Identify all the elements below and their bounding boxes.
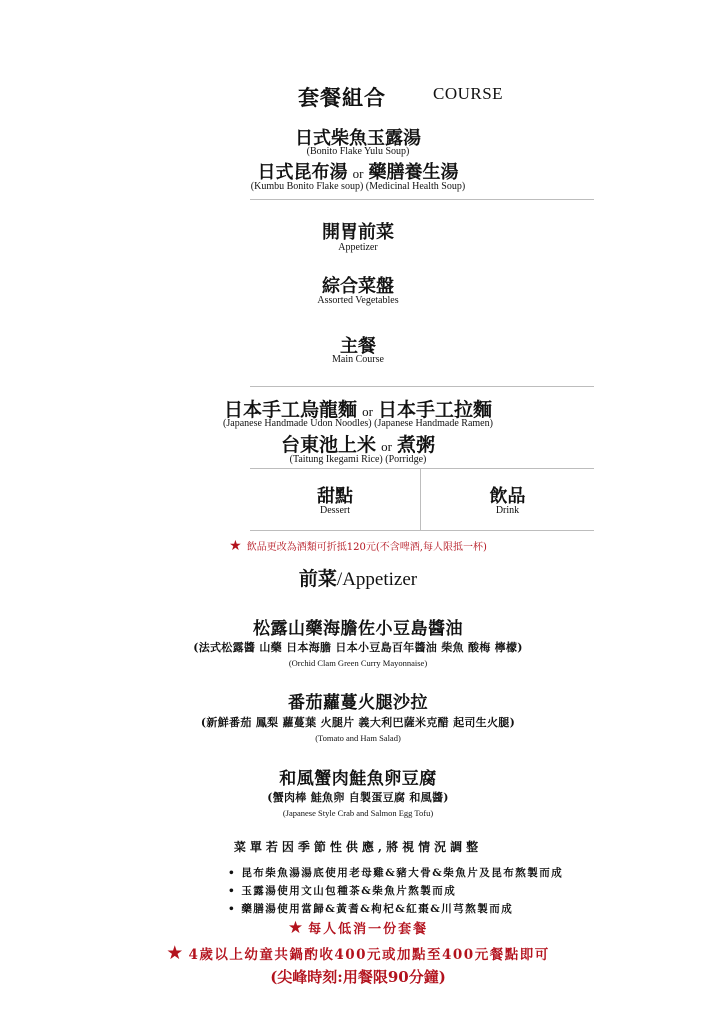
rice-choice-en: (Taitung Ikegami Rice) (Porridge) [289, 454, 427, 465]
children-policy: ★ 4歲以上幼童共鍋酌收400元或加點至400元餐點即可 [166, 942, 550, 964]
vegetables-en: Assorted Vegetables [317, 295, 399, 306]
noodles-choice-en: (Japanese Handmade Udon Noodles) (Japanese Handmade Ramen) [223, 418, 493, 429]
star-icon: ★ [166, 942, 184, 964]
appetizer-item: 和風蟹肉鮭魚卵豆腐 [279, 769, 437, 789]
drink-en: Drink [495, 505, 520, 516]
course-title-en: COURSE [433, 84, 504, 103]
appetizer-item: 番茄蘿蔓火腿沙拉 [288, 693, 428, 713]
soup-yulu: 日式柴魚玉露湯 [295, 128, 421, 149]
appetizer-item-desc: (新鮮番茄 鳳梨 蘿蔓葉 火腿片 義大利巴薩米克醋 起司生火腿) [200, 716, 516, 729]
course-title-cn: 套餐組合 [298, 85, 386, 110]
appetizer-item-desc: (蟹肉棒 鮭魚卵 自製蛋豆腐 和風醬) [267, 791, 449, 804]
main-course: 主餐 [340, 336, 376, 357]
dessert: 甜點 [317, 486, 353, 507]
drink: 飲品 [489, 486, 526, 507]
appetizer-item-desc: (法式松露醬 山藥 日本海膽 日本小豆島百年醬油 柴魚 酸梅 檸檬) [193, 641, 523, 654]
soup-yulu-en: (Bonito Flake Yulu Soup) [306, 146, 410, 157]
rice-choice: 台東池上米 or 煮粥 [280, 434, 436, 456]
divider [250, 199, 594, 200]
vegetables: 綜合菜盤 [322, 276, 394, 297]
star-icon: ★ [229, 538, 242, 554]
drink-note: ★ 飲品更改為酒類可折抵120元(不含啤酒,每人限抵一杯) [229, 538, 487, 554]
min-order-policy: ★ 每人低消一份套餐 [287, 918, 429, 938]
soup-choice: 日式昆布湯 or 藥膳養生湯 [257, 162, 459, 183]
divider [250, 386, 594, 387]
notice-bullet: • 藥膳湯使用當歸&黃耆&枸杞&紅棗&川芎熬製而成 [228, 903, 514, 915]
notice-bullet: • 玉露湯使用文山包種茶&柴魚片熬製而成 [228, 885, 457, 897]
divider [250, 530, 594, 531]
divider [250, 468, 594, 469]
soup-choice-en: (Kumbu Bonito Flake soup) (Medicinal Health Soup) [250, 181, 466, 192]
seasonal-notice-title: 菜單若因季節性供應,將視情況調整 [233, 840, 483, 854]
appetizer-course: 開胃前菜 [322, 222, 394, 243]
dessert-en: Dessert [320, 505, 350, 516]
peak-time-policy: (尖峰時刻:用餐限90分鐘) [270, 968, 446, 986]
appetizer-item-en: (Japanese Style Crab and Salmon Egg Tofu) [282, 808, 434, 818]
noodles-choice: 日本手工烏龍麵 or 日本手工拉麵 [223, 399, 493, 421]
appetizer-course-en: Appetizer [338, 242, 378, 253]
main-course-en: Main Course [332, 354, 384, 365]
appetizer-section-title: 前菜/Appetizer [298, 568, 418, 590]
notice-bullet: • 昆布柴魚湯湯底使用老母雞&豬大骨&柴魚片及昆布熬製而成 [228, 867, 564, 879]
appetizer-item-en: (Orchid Clam Green Curry Mayonnaise) [288, 658, 428, 668]
star-icon: ★ [287, 918, 304, 938]
appetizer-item-en: (Tomato and Ham Salad) [315, 733, 401, 743]
appetizer-item: 松露山藥海膽佐小豆島醬油 [253, 619, 463, 639]
